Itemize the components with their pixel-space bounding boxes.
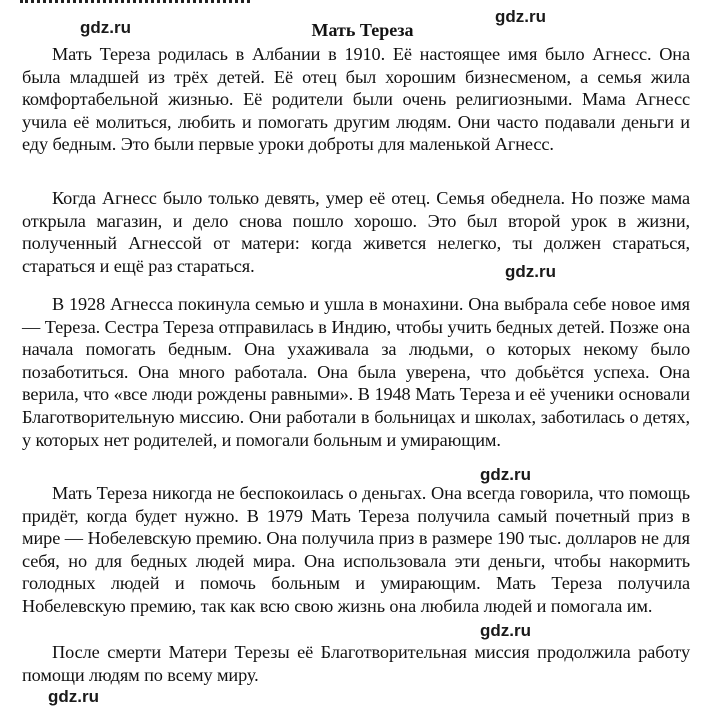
- paragraph-3: В 1928 Агнесса покинула семью и ушла в монахини. Она выбрала себе новое имя — Тереза. Сестра Тереза отправилась в Индию, чтобы учить бедных детей. Позже она начала помогать бедным. Она ухаживала за людьми, о которых некому было позаботиться. Она много работала. Она была уверена, что добьётся успеха. Она верила, что «все люди рождены равными». В 1948 Мать Тереза и её ученики основали Благотворительную миссию. Они работали в больницах и школах, заботилась о детях, у которых нет родителей, и помогали больным и умирающим.: [22, 294, 690, 450]
- page-title: Мать Тереза: [311, 20, 414, 40]
- cropped-top-text: [20, 0, 250, 6]
- watermark: gdz.ru: [48, 687, 99, 706]
- paragraph-5: После смерти Матери Терезы её Благотворительная миссия продолжила работу помощи людям по всему миру.: [22, 642, 690, 685]
- paragraph-4: Мать Тереза никогда не беспокоилась о деньгах. Она всегда говорила, что помощь придёт, когда будет нужно. В 1979 Мать Тереза получила самый почетный приз в мире — Нобелевскую премию. Она получила приз в размере 190 тыс. долларов не для себя, но для бедных людей мира. Она использовала эти деньги, чтобы накормить голодных людей и помочь больным и умирающим. Мать Тереза получила Нобелевскую премию, так как всю свою жизнь она любила людей и помогала им.: [22, 483, 690, 616]
- watermark: gdz.ru: [495, 7, 546, 26]
- paragraph-1: Мать Тереза родилась в Албании в 1910. Её настоящее имя было Агнесс. Она была младшей из трёх детей. Её отец был хорошим бизнесменом, а семья жила комфортабельной жизнью. Её родители были очень религиозными. Мама Агнесс учила её молиться, любить и помогать другим людям. Они часто подавали деньги и еду бедным. Это были первые уроки доброты для маленькой Агнесс.: [22, 44, 690, 155]
- paragraph-2: Когда Агнесс было только девять, умер её отец. Семья обеднела. Но позже мама открыла магазин, и дело снова пошло хорошо. Это был второй урок в жизни, полученный Агнессой от матери: когда живется нелегко, ты должен стараться, стараться и ещё раз стараться.: [22, 188, 690, 276]
- watermark: gdz.ru: [480, 465, 531, 484]
- watermark: gdz.ru: [505, 262, 556, 281]
- watermark: gdz.ru: [80, 18, 131, 37]
- watermark: gdz.ru: [480, 621, 531, 640]
